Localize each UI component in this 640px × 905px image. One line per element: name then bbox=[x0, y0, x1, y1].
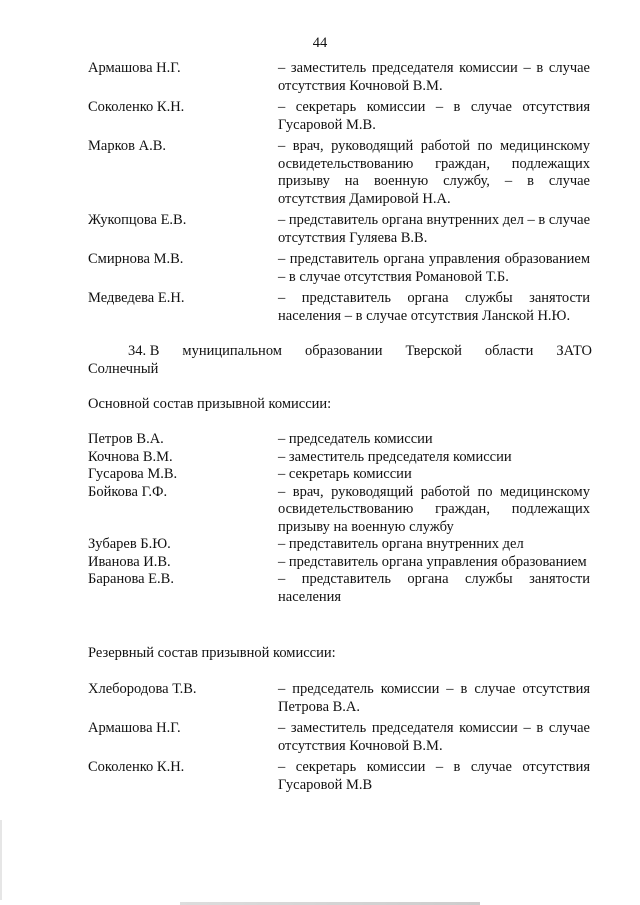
member-role: – врач, руководящий работой по медицинскому освидетельствованию граждан, подлежащих призыву на военную службу bbox=[278, 483, 590, 535]
list-item bbox=[88, 138, 590, 208]
section-word: муниципальном bbox=[182, 343, 282, 359]
member-role: – представитель органа внутренних дел – в случае отсутствия Гуляева В.В. bbox=[278, 212, 590, 246]
member-name: Жукопцова Е.В. bbox=[88, 212, 187, 228]
list-item bbox=[88, 466, 590, 484]
list-item bbox=[88, 251, 590, 286]
member-name: Кочнова В.М. bbox=[88, 448, 173, 465]
list-item bbox=[88, 212, 590, 247]
member-role: – секретарь комиссии – в случае отсутствия Гусаровой М.В bbox=[278, 759, 590, 793]
list-item bbox=[88, 571, 590, 606]
page-number: 44 bbox=[312, 35, 328, 51]
reserve-list-a bbox=[88, 60, 590, 325]
member-name: Баранова Е.В. bbox=[88, 571, 174, 587]
list-item bbox=[88, 720, 590, 755]
member-name: Бойкова Г.Ф. bbox=[88, 483, 168, 500]
section-line-1 bbox=[88, 343, 592, 361]
member-name: Медведева Е.Н. bbox=[88, 290, 185, 306]
member-name: Смирнова М.В. bbox=[88, 251, 184, 267]
main-heading: Основной состав призывной комиссии: bbox=[88, 396, 332, 412]
member-role: – заместитель председателя комиссии – в случае отсутствия Кочновой В.М. bbox=[278, 720, 590, 754]
member-role: – председатель комиссии bbox=[278, 431, 433, 447]
reserve-list-b bbox=[88, 681, 590, 794]
list-item bbox=[88, 431, 590, 449]
section-word: образовании bbox=[304, 343, 383, 359]
member-role: – секретарь комиссии bbox=[278, 466, 412, 482]
list-item bbox=[88, 290, 590, 325]
list-item bbox=[88, 554, 590, 572]
list-item bbox=[88, 759, 590, 794]
section-word: ЗАТО bbox=[556, 343, 592, 359]
scan-artifact-left bbox=[0, 820, 2, 900]
member-role: – секретарь комиссии – в случае отсутствия Гусаровой М.В. bbox=[278, 99, 590, 133]
member-role: – представитель органа управления образованием – в случае отсутствия Романовой Т.Б. bbox=[278, 251, 590, 285]
member-role: – врач, руководящий работой по медицинскому освидетельствованию граждан, подлежащих призыву на военную службу, – в случае отсутствия Дамировой Н.А. bbox=[278, 138, 590, 207]
member-name: Иванова И.В. bbox=[88, 553, 171, 570]
member-name: Армашова Н.Г. bbox=[88, 720, 181, 736]
member-role: – представитель органа службы занятости населения bbox=[278, 571, 590, 605]
section-word: области bbox=[484, 343, 534, 359]
member-role: – представитель органа управления образованием bbox=[278, 553, 587, 570]
member-role: – заместитель председателя комиссии – в случае отсутствия Кочновой В.М. bbox=[278, 60, 590, 94]
member-name: Марков А.В. bbox=[88, 138, 167, 154]
list-item bbox=[88, 99, 590, 134]
section-paragraph bbox=[88, 343, 592, 378]
member-name: Соколенко К.Н. bbox=[88, 759, 185, 775]
section-number: 34. bbox=[128, 343, 147, 359]
member-role: – представитель органа службы занятости населения – в случае отсутствия Ланской Н.Ю. bbox=[278, 290, 590, 324]
section-line-2: Солнечный bbox=[88, 360, 159, 377]
member-name: Армашова Н.Г. bbox=[88, 60, 181, 76]
member-name: Петров В.А. bbox=[88, 431, 164, 447]
list-item bbox=[88, 449, 590, 467]
list-item bbox=[88, 484, 590, 537]
list-item bbox=[88, 681, 590, 716]
member-name: Соколенко К.Н. bbox=[88, 99, 185, 115]
member-role: – председатель комиссии – в случае отсутствия Петрова В.А. bbox=[278, 681, 590, 715]
member-name: Гусарова М.В. bbox=[88, 466, 178, 482]
section-word: Тверской bbox=[405, 343, 462, 359]
list-item bbox=[88, 60, 590, 95]
main-list bbox=[88, 431, 590, 606]
member-name: Зубарев Б.Ю. bbox=[88, 536, 171, 552]
member-name: Хлебородова Т.В. bbox=[88, 681, 197, 697]
section-word: В bbox=[149, 343, 160, 359]
section-lead bbox=[88, 343, 159, 361]
reserve-heading: Резервный состав призывной комиссии: bbox=[88, 645, 336, 661]
member-role: – представитель органа внутренних дел bbox=[278, 536, 524, 552]
list-item bbox=[88, 536, 590, 554]
member-role: – заместитель председателя комиссии bbox=[278, 448, 512, 465]
